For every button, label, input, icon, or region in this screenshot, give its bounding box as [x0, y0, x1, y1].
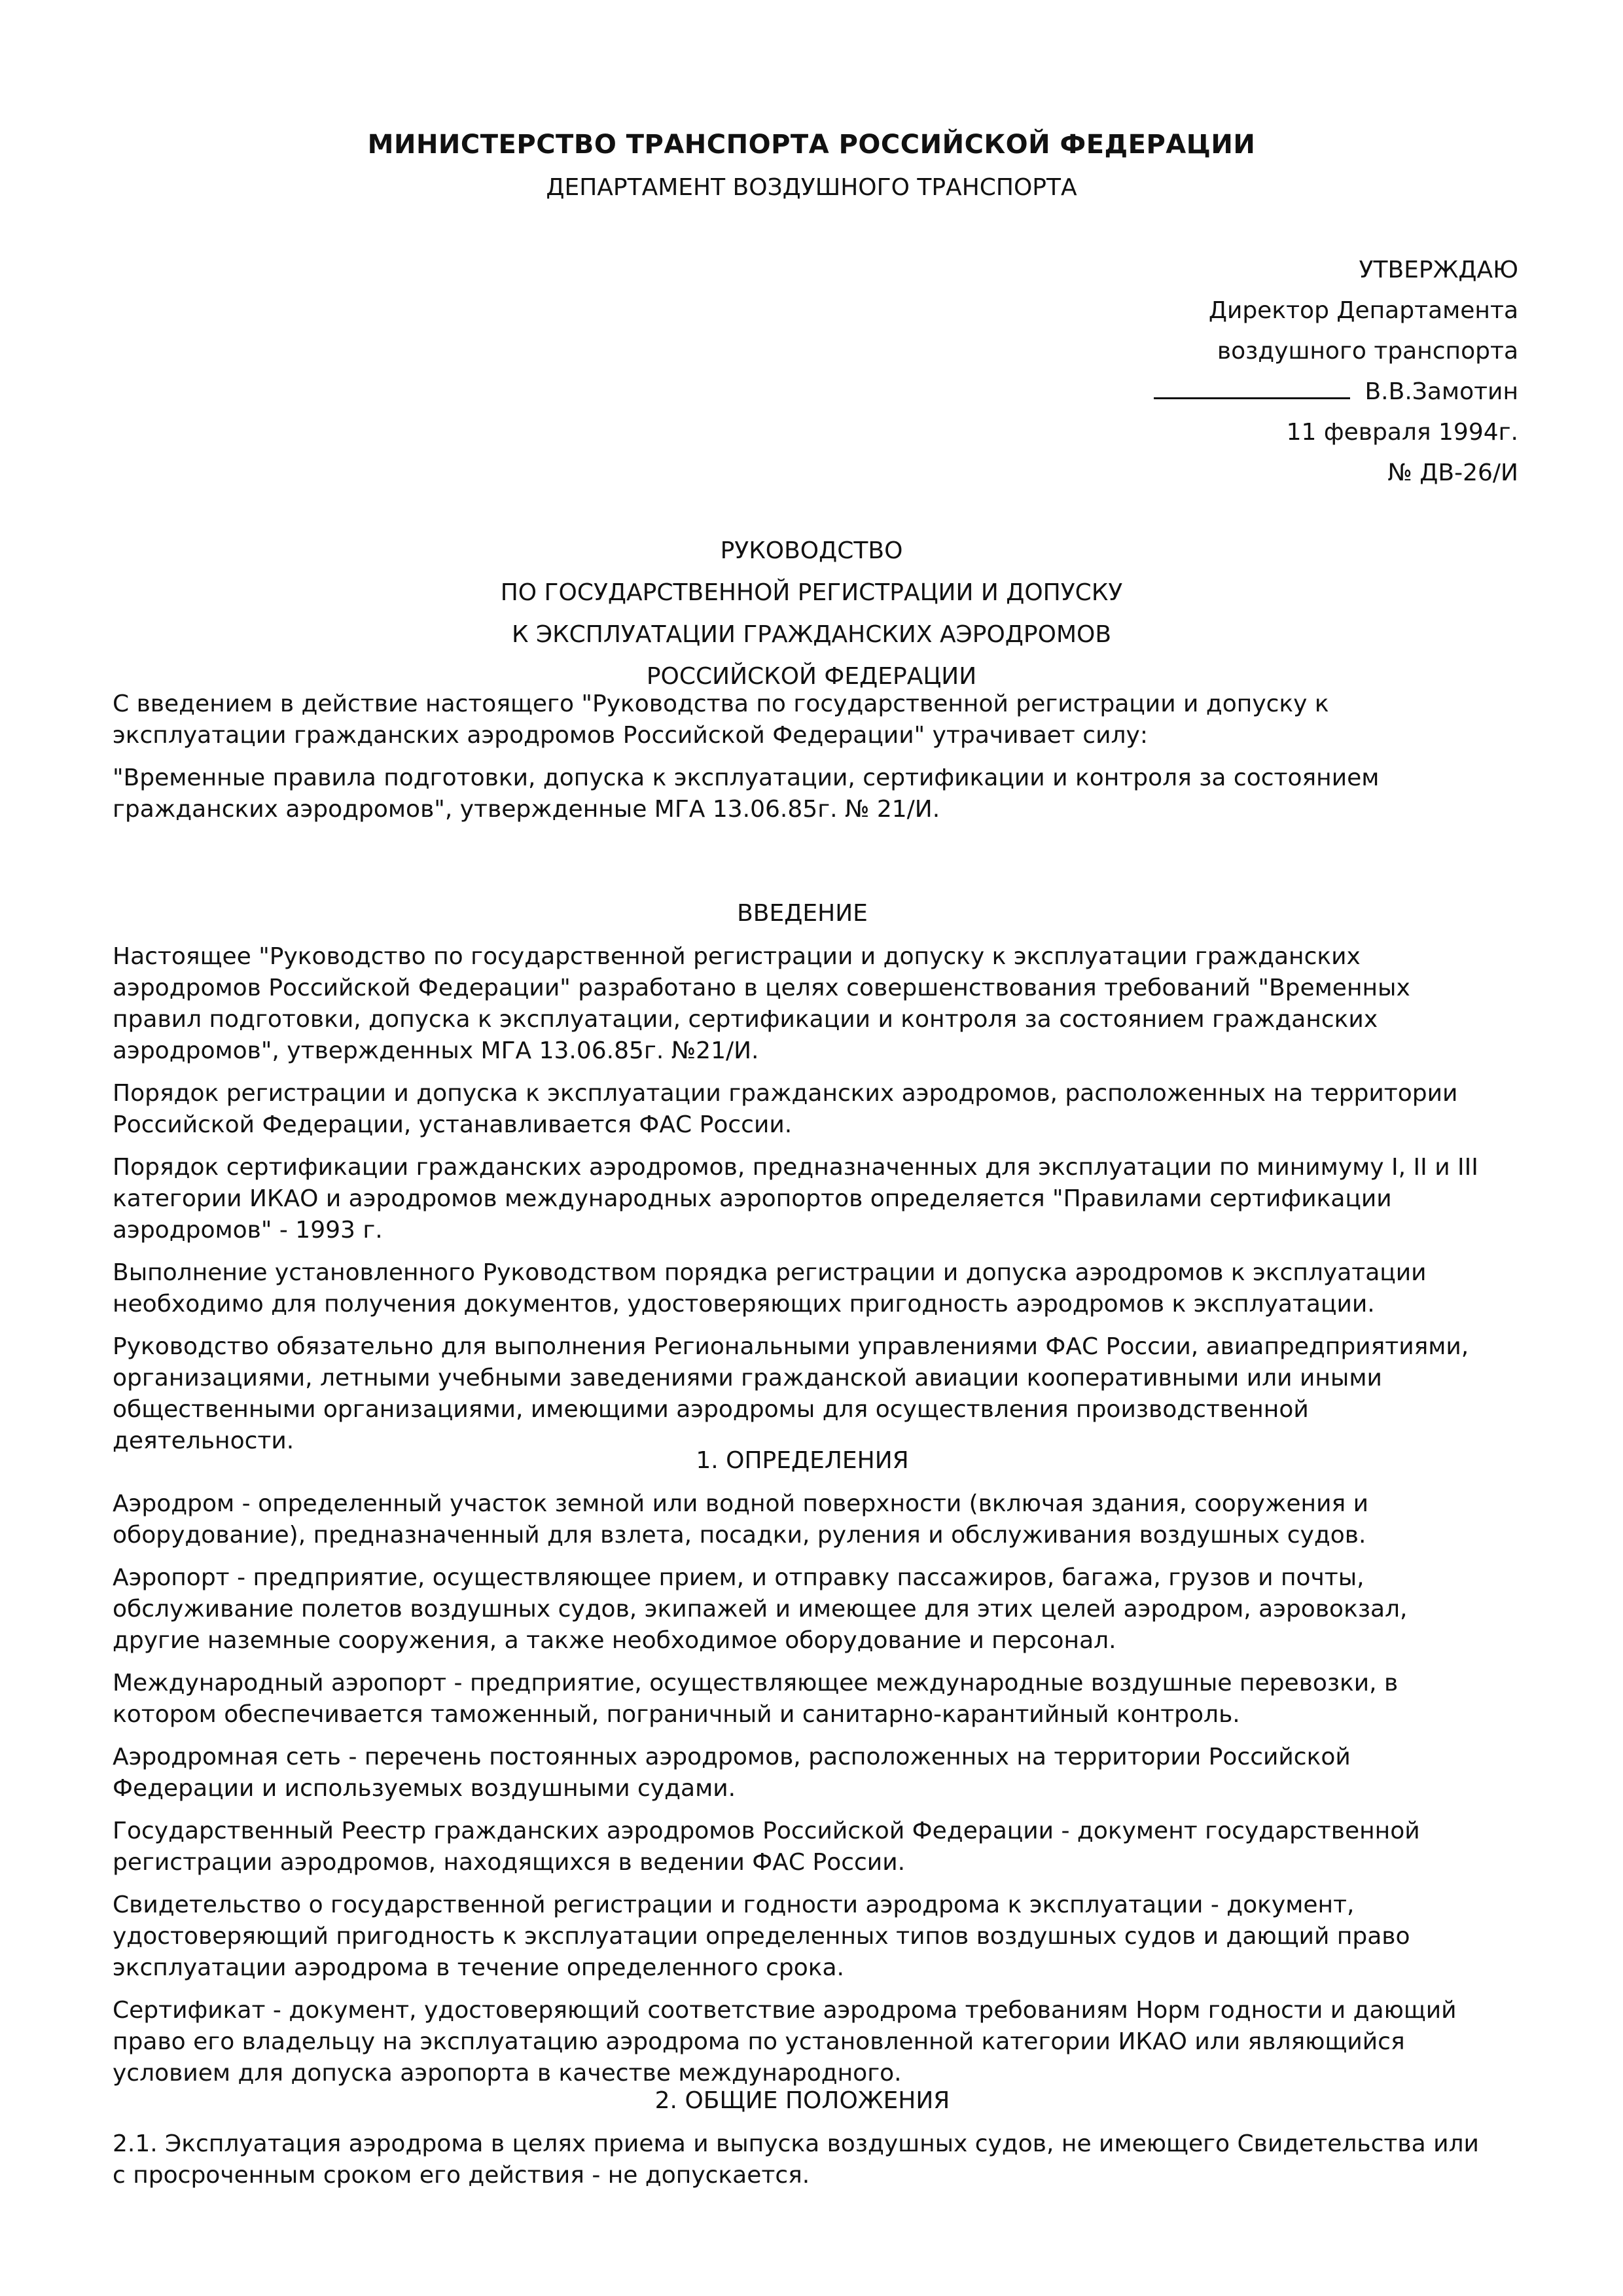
intro-paragraph: "Временные правила подготовки, допуска к эксплуатации, сертификации и контроля за состоянием гражданских аэродромов", утвержденные МГА 13.06.85г. № 21/И.	[113, 764, 1380, 823]
approval-block	[1154, 250, 1518, 493]
title-line-1: РУКОВОДСТВО	[720, 537, 903, 564]
section-heading: ВВЕДЕНИЕ	[737, 900, 868, 927]
title-line-3: К ЭКСПЛУАТАЦИИ ГРАЖДАНСКИХ АЭРОДРОМОВ	[511, 621, 1112, 648]
definitions-section	[113, 1445, 1492, 2100]
title-line-4: РОССИЙСКОЙ ФЕДЕРАЦИИ	[646, 663, 977, 690]
intro-section	[113, 689, 1492, 836]
approval-date: 11 февраля 1994г.	[1286, 419, 1518, 446]
approval-department: воздушного транспорта	[1217, 338, 1518, 365]
definition-paragraph: Аэропорт - предприятие, осуществляющее прием, и отправку пассажиров, багажа, грузов и почты, обслуживание полетов воздушных судов, экипажей и имеющее для этих целей аэродром, аэровокзал, другие наземные сооружения, а также необходимое оборудование и персонал.	[113, 1564, 1408, 1654]
definition-paragraph: Международный аэропорт - предприятие, осуществляющее международные воздушные перевозки, в котором обеспечивается таможенный, пограничный и санитарно-карантийный контроль.	[113, 1670, 1399, 1728]
definition-paragraph: Аэродромная сеть - перечень постоянных аэродромов, расположенных на территории Российской Федерации и используемых воздушными судами.	[113, 1744, 1351, 1802]
title-line-2: ПО ГОСУДАРСТВЕННОЙ РЕГИСТРАЦИИ И ДОПУСКУ	[500, 579, 1123, 606]
paragraph: Порядок сертификации гражданских аэродромов, предназначенных для эксплуатации по минимуму I, II и III категории ИКАО и аэродромов международных аэропортов определяется "Правилами сертификации аэродромов" - 1993 г.	[113, 1154, 1478, 1244]
approval-heading: УТВЕРЖДАЮ	[1359, 257, 1518, 283]
approval-signature-row	[1154, 372, 1518, 412]
ministry-title: МИНИСТЕРСТВО ТРАНСПОРТА РОССИЙСКОЙ ФЕДЕРАЦИИ	[367, 130, 1256, 160]
definition-paragraph: Аэродром - определенный участок земной или водной поверхности (включая здания, сооружения и оборудование), предназначенный для взлета, посадки, руления и обслуживания воздушных судов.	[113, 1490, 1368, 1549]
definition-paragraph: Свидетельство о государственной регистрации и годности аэродрома к эксплуатации - документ, удостоверяющий пригодность к эксплуатации определенных типов воздушных судов и дающий право эксплуатации аэродрома в течение определенного срока.	[113, 1892, 1410, 1981]
approval-signer: В.В.Замотин	[1364, 378, 1518, 405]
paragraph: Выполнение установленного Руководством порядка регистрации и допуска аэродромов к эксплуатации необходимо для получения документов, удостоверяющих пригодность аэродромов к эксплуатации.	[113, 1259, 1427, 1318]
introduction-section	[113, 898, 1492, 1468]
paragraph: Руководство обязательно для выполнения Региональными управлениями ФАС России, авиапредприятиями, организациями, летными учебными заведениями гражданской авиации кооперативными или иными общественными организациями, имеющими аэродромы для осуществления производственной деятельности.	[113, 1333, 1469, 1454]
approval-position: Директор Департамента	[1208, 297, 1518, 324]
approval-number: № ДВ-26/И	[1387, 459, 1518, 486]
general-provisions-section	[113, 2085, 1492, 2202]
section-heading: 1. ОПРЕДЕЛЕНИЯ	[696, 1447, 909, 1474]
section-heading: 2. ОБЩИЕ ПОЛОЖЕНИЯ	[654, 2087, 950, 2114]
paragraph: Порядок регистрации и допуска к эксплуатации гражданских аэродромов, расположенных на территории Российской Федерации, устанавливается ФАС России.	[113, 1080, 1458, 1138]
intro-paragraph: С введением в действие настоящего "Руководства по государственной регистрации и допуску к эксплуатации гражданских аэродромов Российской Федерации" утрачивает силу:	[113, 691, 1329, 749]
department-title: ДЕПАРТАМЕНТ ВОЗДУШНОГО ТРАНСПОРТА	[546, 174, 1077, 201]
signature-line	[1154, 375, 1350, 399]
paragraph: Настоящее "Руководство по государственной регистрации и допуску к эксплуатации гражданских аэродромов Российской Федерации" разработано в целях совершенствования требований "Временных правил подготовки, допуска к эксплуатации, сертификации и контроля за состоянием гражданских аэродромов", утвержденных МГА 13.06.85г. №21/И.	[113, 943, 1410, 1064]
document-title	[0, 530, 1623, 698]
definition-paragraph: Сертификат - документ, удостоверяющий соответствие аэродрома требованиям Норм годности и дающий право его владельцу на эксплуатацию аэродрома по установленной категории ИКАО или являющийся условием для допуска аэропорта в качестве международного.	[113, 1997, 1457, 2087]
definition-paragraph: Государственный Реестр гражданских аэродромов Российской Федерации - документ государственной регистрации аэродромов, находящихся в ведении ФАС России.	[113, 1818, 1420, 1876]
paragraph: 2.1. Эксплуатация аэродрома в целях приема и выпуска воздушных судов, не имеющего Свидетельства или с просроченным сроком его действия - не допускается.	[113, 2130, 1479, 2189]
